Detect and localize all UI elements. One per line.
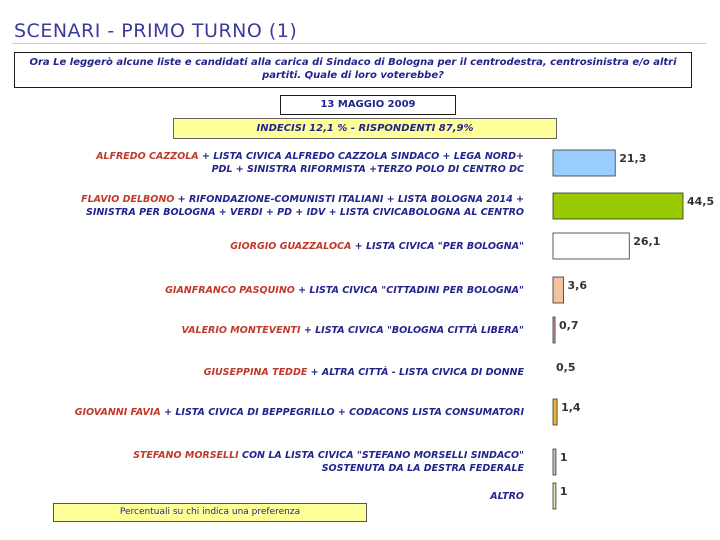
- candidate-line-2: PDL + SINISTRA RIFORMISTA +TERZO POLO DI CENTRO DC: [211, 164, 524, 175]
- bar-value-label: 1: [559, 451, 568, 464]
- candidate-name: GIUSEPPINA TEDDE: [203, 366, 308, 378]
- candidate-line-2: SINISTRA PER BOLOGNA + VERDI + PD + IDV + LISTA CIVICABOLOGNA AL CENTRO: [85, 207, 524, 218]
- bar: [553, 277, 564, 303]
- candidate-name: STEFANO MORSELLI: [133, 450, 239, 461]
- bar: [553, 150, 615, 176]
- candidate-name: GIANFRANCO PASQUINO: [165, 284, 295, 296]
- bar-value-label: 0,7: [559, 319, 579, 332]
- candidate-lists: CON LA LISTA CIVICA "STEFANO MORSELLI SINDACO": [238, 450, 524, 461]
- bar-value-label: 3,6: [567, 279, 588, 292]
- bar: [553, 449, 556, 475]
- page-title: SCENARI - PRIMO TURNO (1): [14, 20, 298, 42]
- bar-value-label: 0,5: [556, 361, 576, 374]
- undecided-banner: INDECISI 12,1 % - RISPONDENTI 87,9%: [173, 118, 557, 139]
- candidate-lists: ALTRO: [490, 490, 524, 502]
- bar: [553, 399, 557, 425]
- candidate-lists: + RIFONDAZIONE-COMUNISTI ITALIANI + LISTA BOLOGNA 2014 +: [174, 194, 524, 205]
- survey-question: Ora Le leggerò alcune liste e candidati alla carica di Sindaco di Bologna per il centrodestra, centrosinistra e/o altri partiti. Quale di loro voterebbe?: [14, 52, 692, 88]
- candidate-name: GIORGIO GUAZZALOCA: [230, 240, 352, 252]
- bar-value-label: 1,4: [561, 401, 581, 414]
- bar: [553, 317, 555, 343]
- footnote: Percentuali su chi indica una preferenza: [53, 503, 367, 522]
- bar-value-label: 44,5: [687, 195, 715, 208]
- bar-value-label: 21,3: [619, 152, 647, 165]
- bar: [553, 193, 683, 219]
- candidate-name: FLAVIO DELBONO: [81, 194, 175, 205]
- candidate-lists: + LISTA CIVICA "PER BOLOGNA": [351, 240, 524, 252]
- bar: [553, 483, 556, 509]
- bar-value-label: 1: [559, 485, 568, 498]
- candidate-lists: + ALTRA CITTÀ - LISTA CIVICA DI DONNE: [307, 366, 524, 378]
- candidate-lists: + LISTA CIVICA ALFREDO CAZZOLA SINDACO + LEGA NORD+: [198, 151, 524, 162]
- bar-value-label: 26,1: [633, 235, 661, 248]
- candidate-name: VALERIO MONTEVENTI: [181, 324, 301, 336]
- candidate-name: GIOVANNI FAVIA: [74, 406, 161, 418]
- candidate-lists: + LISTA CIVICA "BOLOGNA CITTÀ LIBERA": [300, 324, 524, 336]
- bar: [553, 233, 629, 259]
- survey-date: 13 MAGGIO 2009: [280, 95, 456, 115]
- candidate-lists: + LISTA CIVICA "CITTADINI PER BOLOGNA": [294, 284, 524, 296]
- candidate-line-2: SOSTENUTA DA LA DESTRA FEDERALE: [321, 463, 524, 474]
- candidate-lists: + LISTA CIVICA DI BEPPEGRILLO + CODACONS LISTA CONSUMATORI: [160, 406, 524, 418]
- candidate-name: ALFREDO CAZZOLA: [96, 151, 199, 162]
